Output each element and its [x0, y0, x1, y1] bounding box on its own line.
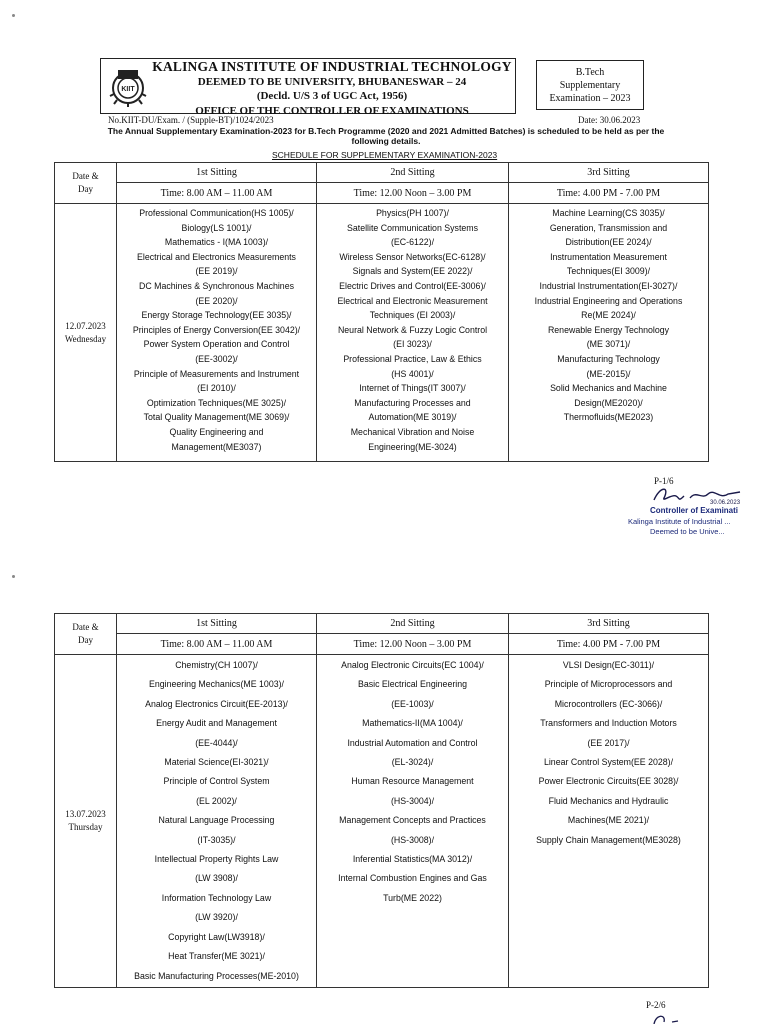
- stamp-line-2: Kalinga Institute of Industrial ...: [628, 517, 731, 526]
- day2-sitting-2: [317, 655, 509, 988]
- signature-date: 30.06.2023: [710, 500, 741, 506]
- course-line: Techniques(EI 3009)/: [566, 266, 651, 277]
- date-day-header: [55, 163, 117, 204]
- course-line: Principle of Control System: [163, 776, 270, 787]
- sitting-3-time: Time: 4.00 PM - 7.00 PM: [509, 634, 709, 655]
- course-line: DC Machines & Synchronous Machines: [139, 280, 294, 291]
- schedule-table-2: [54, 613, 709, 988]
- course-line: (EE 2019)/: [195, 266, 238, 277]
- day-label: Day: [78, 184, 93, 194]
- date-day-header: [55, 614, 117, 655]
- course-line: Material Science(EI-3021)/: [164, 757, 269, 768]
- course-line: (LW 3920)/: [195, 912, 238, 923]
- course-line: Optimization Techniques(ME 3025)/: [146, 397, 287, 408]
- sitting-2-time: Time: 12.00 Noon – 3.00 PM: [317, 634, 509, 655]
- course-line: Principle of Microprocessors and: [544, 679, 673, 690]
- course-line: VLSI Design(EC-3011)/: [562, 660, 655, 670]
- page-number-1: P-1/6: [654, 476, 674, 486]
- course-line: (HS-3004)/: [390, 795, 435, 806]
- course-line: Natural Language Processing: [158, 815, 275, 826]
- day-label: Day: [78, 635, 93, 645]
- day2-sitting-3: [509, 655, 709, 988]
- day1-sitting-3: [509, 204, 709, 462]
- course-line: (IT-3035)/: [197, 834, 236, 845]
- course-line: (ME-2015)/: [586, 368, 631, 379]
- course-line: Internet of Things(IT 3007)/: [359, 383, 466, 394]
- exam-box-line: Supplementary: [559, 80, 621, 91]
- course-line: Industrial Engineering and Operations: [534, 295, 683, 306]
- issue-date: Date: 30.06.2023: [578, 115, 641, 125]
- deemed-university: DEEMED TO BE UNIVERSITY, BHUBANESWAR – 24: [197, 75, 467, 88]
- course-line: Engineering Mechanics(ME 1003)/: [149, 679, 284, 690]
- day2-sitting-1: [117, 655, 317, 988]
- course-line: Distribution(EE 2024)/: [565, 237, 652, 248]
- sitting-2-header: 2nd Sitting: [317, 614, 509, 634]
- day1-date-cell: [55, 204, 117, 462]
- course-line: Linear Control System(EE 2028)/: [543, 757, 674, 768]
- exam-box-line: Examination – 2023: [549, 93, 631, 104]
- course-line: Microcontrollers (EC-3066)/: [554, 698, 663, 709]
- course-line: Management(ME3037): [171, 441, 262, 452]
- date-label: Date &: [72, 171, 99, 181]
- course-line: Quality Engineering and: [169, 426, 264, 437]
- course-line: Intellectual Property Rights Law: [154, 854, 279, 865]
- course-line: Energy Storage Technology(EE 3035)/: [141, 310, 292, 321]
- day2-date-cell: [55, 655, 117, 988]
- institute-name: KALINGA INSTITUTE OF INDUSTRIAL TECHNOLOGY: [152, 59, 512, 74]
- course-line: Signals and System(EE 2022)/: [352, 266, 473, 277]
- course-line: Wireless Sensor Networks(EC-6128)/: [339, 251, 486, 262]
- page-number-2: P-2/6: [646, 1000, 666, 1010]
- course-line: (EI 3023)/: [393, 339, 432, 350]
- handwritten-signature-partial: [650, 1012, 690, 1024]
- course-line: (LW 3908)/: [195, 873, 238, 884]
- sitting-1-time: Time: 8.00 AM – 11.00 AM: [117, 634, 317, 655]
- exam-box-line: B.Tech: [575, 67, 605, 78]
- course-line: Inferential Statistics(MA 3012)/: [352, 854, 473, 865]
- course-line: (EL-3024)/: [391, 757, 434, 768]
- course-line: Chemistry(CH 1007)/: [175, 660, 258, 670]
- kiit-logo-icon: [106, 64, 150, 108]
- course-line: Manufacturing Processes and: [354, 397, 471, 408]
- course-line: (EE 2020)/: [195, 295, 238, 306]
- course-line: Techniques (EI 2003)/: [369, 310, 456, 321]
- course-line: Design(ME2020)/: [574, 397, 643, 408]
- course-line: Professional Communication(HS 1005)/: [139, 208, 294, 218]
- exam-name-box: [536, 60, 644, 110]
- course-line: (ME 3071)/: [586, 339, 631, 350]
- day1-date: 12.07.2023: [65, 320, 106, 331]
- sitting-3-header: 3rd Sitting: [509, 614, 709, 634]
- course-line: Electrical and Electronic Measurement: [337, 295, 488, 306]
- course-line: Mathematics - I(MA 1003)/: [164, 237, 269, 248]
- course-line: (EE-1003)/: [391, 698, 434, 709]
- course-line: Biology(LS 1001)/: [181, 222, 252, 233]
- header-text: [150, 60, 514, 118]
- sitting-2-header: 2nd Sitting: [317, 163, 509, 183]
- handwritten-signature: [650, 484, 750, 506]
- course-line: Mathematics-II(MA 1004)/: [362, 718, 463, 729]
- day2-date: 13.07.2023: [65, 809, 106, 819]
- course-line: Internal Combustion Engines and Gas: [338, 873, 487, 884]
- course-line: Machines(ME 2021)/: [567, 815, 650, 826]
- course-line: Analog Electronic Circuits(EC 1004)/: [341, 660, 484, 670]
- course-line: Human Resource Management: [351, 776, 474, 787]
- sitting-1-header: 1st Sitting: [117, 614, 317, 634]
- course-line: Electric Drives and Control(EE-3006)/: [339, 280, 486, 291]
- course-line: Basic Manufacturing Processes(ME-2010): [134, 970, 299, 981]
- course-line: Copyright Law(LW3918)/: [168, 931, 265, 942]
- course-line: Generation, Transmission and: [549, 222, 668, 233]
- course-line: Turb(ME 2022): [383, 892, 442, 903]
- intro-text: The Annual Supplementary Examination-2023 for B.Tech Programme (2020 and 2021 Admitted Batches) is scheduled to be held as per the following details.: [107, 126, 665, 146]
- course-line: (HS-3008)/: [390, 834, 435, 845]
- course-line: Automation(ME 3019)/: [368, 412, 457, 423]
- course-line: Re(ME 2024)/: [581, 310, 636, 321]
- course-line: (EE-4044)/: [195, 737, 238, 748]
- course-line: (EI 2010)/: [197, 383, 236, 394]
- course-line: Physics(PH 1007)/: [376, 208, 449, 218]
- day1-weekday: Wednesday: [64, 333, 107, 344]
- reference-number: No.KIIT-DU/Exam. / (Supple-BT)/1024/2023: [108, 115, 274, 125]
- course-line: Electrical and Electronics Measurements: [137, 251, 296, 262]
- day2-weekday: Thursday: [68, 822, 103, 832]
- course-line: Machine Learning(CS 3035)/: [552, 208, 665, 218]
- sitting-3-time: Time: 4.00 PM - 7.00 PM: [509, 183, 709, 204]
- course-line: (EE-3002)/: [195, 353, 238, 364]
- course-line: Principles of Energy Conversion(EE 3042)/: [132, 324, 301, 335]
- day1-sitting-2: [317, 204, 509, 462]
- course-line: (HS 4001)/: [391, 368, 434, 379]
- course-line: Mechanical Vibration and Noise: [350, 426, 475, 437]
- course-line: Fluid Mechanics and Hydraulic: [548, 795, 669, 806]
- controller-signature-block: [620, 480, 768, 540]
- course-line: Analog Electronics Circuit(EE-2013)/: [145, 698, 288, 709]
- sitting-3-header: 3rd Sitting: [509, 163, 709, 183]
- schedule-title: SCHEDULE FOR SUPPLEMENTARY EXAMINATION-2023: [272, 150, 498, 160]
- course-line: Heat Transfer(ME 3021)/: [168, 951, 265, 962]
- course-line: Engineering(ME-3024): [368, 441, 457, 452]
- course-line: Transformers and Induction Motors: [540, 718, 677, 729]
- course-line: Basic Electrical Engineering: [357, 679, 468, 690]
- sitting-1-time: Time: 8.00 AM – 11.00 AM: [117, 183, 317, 204]
- course-line: Power Electronic Circuits(EE 3028)/: [538, 776, 679, 787]
- course-line: Neural Network & Fuzzy Logic Control: [337, 324, 488, 335]
- declared-line: (Decld. U/S 3 of UGC Act, 1956): [256, 90, 408, 102]
- course-line: Energy Audit and Management: [156, 718, 277, 729]
- course-line: Instrumentation Measurement: [550, 251, 667, 262]
- course-line: Professional Practice, Law & Ethics: [343, 353, 482, 364]
- office-name: OFFICE OF THE CONTROLLER OF EXAMINATIONS: [195, 104, 469, 117]
- course-line: Solid Mechanics and Machine: [550, 383, 667, 394]
- sitting-1-header: 1st Sitting: [117, 163, 317, 183]
- course-line: Total Quality Management(ME 3069)/: [143, 412, 290, 423]
- course-line: (EE 2017)/: [587, 737, 630, 748]
- scan-speck: [12, 14, 15, 17]
- course-line: Renewable Energy Technology: [547, 324, 670, 335]
- date-label: Date &: [72, 622, 99, 632]
- course-line: Thermofluids(ME2023): [563, 412, 654, 423]
- course-line: (EL 2002)/: [196, 795, 237, 806]
- stamp-line-3: Deemed to be Unive...: [650, 527, 725, 536]
- course-line: (EC-6122)/: [390, 237, 435, 248]
- course-line: Information Technology Law: [161, 892, 272, 903]
- day1-sitting-1: [117, 204, 317, 462]
- course-line: Management Concepts and Practices: [339, 815, 486, 826]
- course-line: Manufacturing Technology: [557, 353, 660, 364]
- course-line: Satellite Communication Systems: [346, 222, 479, 233]
- schedule-table-1: [54, 162, 709, 462]
- scan-speck: [12, 575, 15, 578]
- course-line: Industrial Automation and Control: [347, 737, 478, 748]
- svg-text:KIIT: KIIT: [121, 86, 135, 93]
- course-line: Supply Chain Management(ME3028): [536, 834, 681, 845]
- course-line: Power System Operation and Control: [143, 339, 290, 350]
- course-line: Industrial Instrumentation(EI-3027)/: [539, 280, 678, 291]
- stamp-line-1: Controller of Examinati: [650, 506, 739, 515]
- sitting-2-time: Time: 12.00 Noon – 3.00 PM: [317, 183, 509, 204]
- course-line: Principle of Measurements and Instrument: [133, 368, 300, 379]
